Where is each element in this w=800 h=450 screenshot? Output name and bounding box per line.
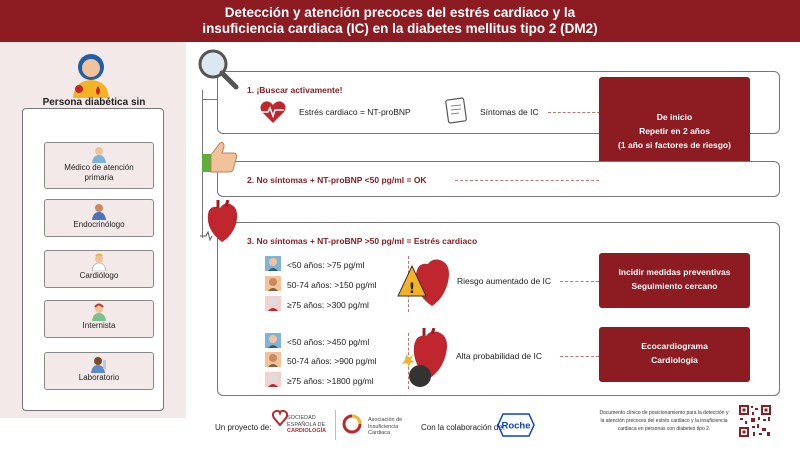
callout-line: (1 año si factores de riesgo) — [618, 140, 731, 150]
specialist-primary-care — [44, 142, 154, 189]
specialist-label: Laboratorio — [78, 373, 120, 382]
risk-row: 50-74 años: >150 pg/ml — [287, 280, 377, 290]
age-senior-icon — [265, 296, 281, 311]
callout-line: De inicio — [656, 112, 693, 122]
specialist-endocrinologist — [44, 199, 154, 237]
specialist-laboratory — [44, 352, 154, 390]
warning-heart-icon — [396, 252, 456, 308]
high-row: <50 años: >450 pg/ml — [287, 337, 370, 347]
roche-logo-text: Roche — [501, 420, 531, 432]
connector-line — [202, 99, 218, 100]
doctor-icon — [90, 145, 108, 163]
callout-line: Ecocardiograma — [641, 341, 708, 351]
age-young-icon — [265, 333, 281, 348]
step-1-title: 1. ¡Buscar activamente! — [247, 85, 343, 95]
dashed-connector — [455, 180, 599, 181]
cardiologist-icon — [90, 253, 108, 271]
collab-label: Con la colaboración de: — [421, 423, 506, 432]
specialist-label: Internista — [82, 321, 116, 330]
high-row: ≥75 años: >1800 pg/ml — [287, 376, 374, 386]
risk-label: Riesgo aumentado de IC — [457, 276, 552, 286]
specialist-internist — [44, 300, 154, 338]
divider — [335, 410, 336, 440]
svg-text:!: ! — [408, 281, 416, 297]
magnifier-icon — [196, 47, 240, 91]
page-title-line-2: insuficiencia cardiaca (IC) en la diabetes mellitus tipo 2 (DM2) — [202, 21, 598, 36]
aic-logo — [368, 417, 402, 437]
page-header — [0, 0, 800, 42]
footer-note: Documento clínico de posicionamiento para la detección y la atención precoces del estrés cardiaco y la insuficiencia cardiaca en personas con diabetes tipo 2. — [599, 410, 729, 432]
callout-line: Cardiología — [651, 355, 698, 365]
ntprobnp-label: Estrés cardiaco = NT-proBNP — [299, 107, 411, 117]
age-young-icon — [265, 256, 281, 271]
persona-label: Persona diabética sin — [42, 97, 146, 108]
specialist-label: Cardiólogo — [79, 271, 119, 280]
laboratory-icon — [90, 355, 108, 373]
specialist-label: Médico de atención primaria — [64, 163, 134, 182]
page-title-line-1: Detección y atención precoces del estrés cardiaco y la — [224, 5, 576, 20]
risk-row: ≥75 años: >300 pg/ml — [287, 300, 369, 310]
age-middle-icon — [265, 352, 281, 367]
aic-logo-line: Cardiaca — [368, 430, 391, 436]
aic-logo-line: Insuficiencia — [368, 423, 399, 430]
symptoms-label: Síntomas de IC — [480, 107, 539, 117]
callout-line: Seguimiento cercano — [631, 281, 718, 291]
high-callout — [599, 327, 750, 382]
project-label: Un proyecto de: — [215, 423, 272, 432]
heart-bomb-icon — [396, 328, 456, 390]
age-middle-icon — [265, 276, 281, 291]
sec-logo-line: CARDIOLOGÍA — [287, 428, 327, 434]
roche-logo — [497, 413, 535, 437]
diabetic-person-icon — [64, 52, 118, 98]
heart-icon — [200, 200, 244, 244]
specialist-cardiologist — [44, 250, 154, 288]
sec-logo-line: ESPAÑOLA DE — [287, 421, 326, 428]
high-row: 50-74 años: >900 pg/ml — [287, 356, 377, 366]
endocrinologist-icon — [90, 202, 108, 220]
thumbs-up-icon — [200, 139, 240, 175]
dashed-connector — [560, 356, 599, 357]
heart-stress-icon — [259, 100, 287, 124]
high-label: Alta probabilidad de IC — [456, 351, 543, 361]
qr-code[interactable] — [738, 404, 772, 438]
dashed-connector — [548, 112, 600, 113]
sec-logo-icon — [272, 410, 288, 426]
sec-logo — [287, 415, 326, 435]
callout-line: Incidir medidas preventivas — [618, 267, 731, 277]
aic-logo-line: Asociación de — [368, 417, 403, 423]
dashed-connector — [560, 281, 599, 282]
risk-row: <50 años: >75 pg/ml — [287, 260, 365, 270]
step-2-title: 2. No síntomas + NT-proBNP <50 pg/ml = OK — [247, 175, 427, 185]
risk-callout — [599, 253, 750, 308]
step-3-title: 3. No síntomas + NT-proBNP >50 pg/ml = Estrés cardiaco — [247, 236, 478, 246]
callout-line: Repetir en 2 años — [639, 126, 710, 136]
age-senior-icon — [265, 372, 281, 387]
internist-icon — [90, 303, 108, 321]
aic-logo-icon — [342, 414, 362, 434]
clipboard-icon — [444, 96, 470, 124]
specialist-label: Endocrinólogo — [73, 220, 125, 229]
sec-logo-line: SOCIEDAD — [287, 415, 316, 421]
